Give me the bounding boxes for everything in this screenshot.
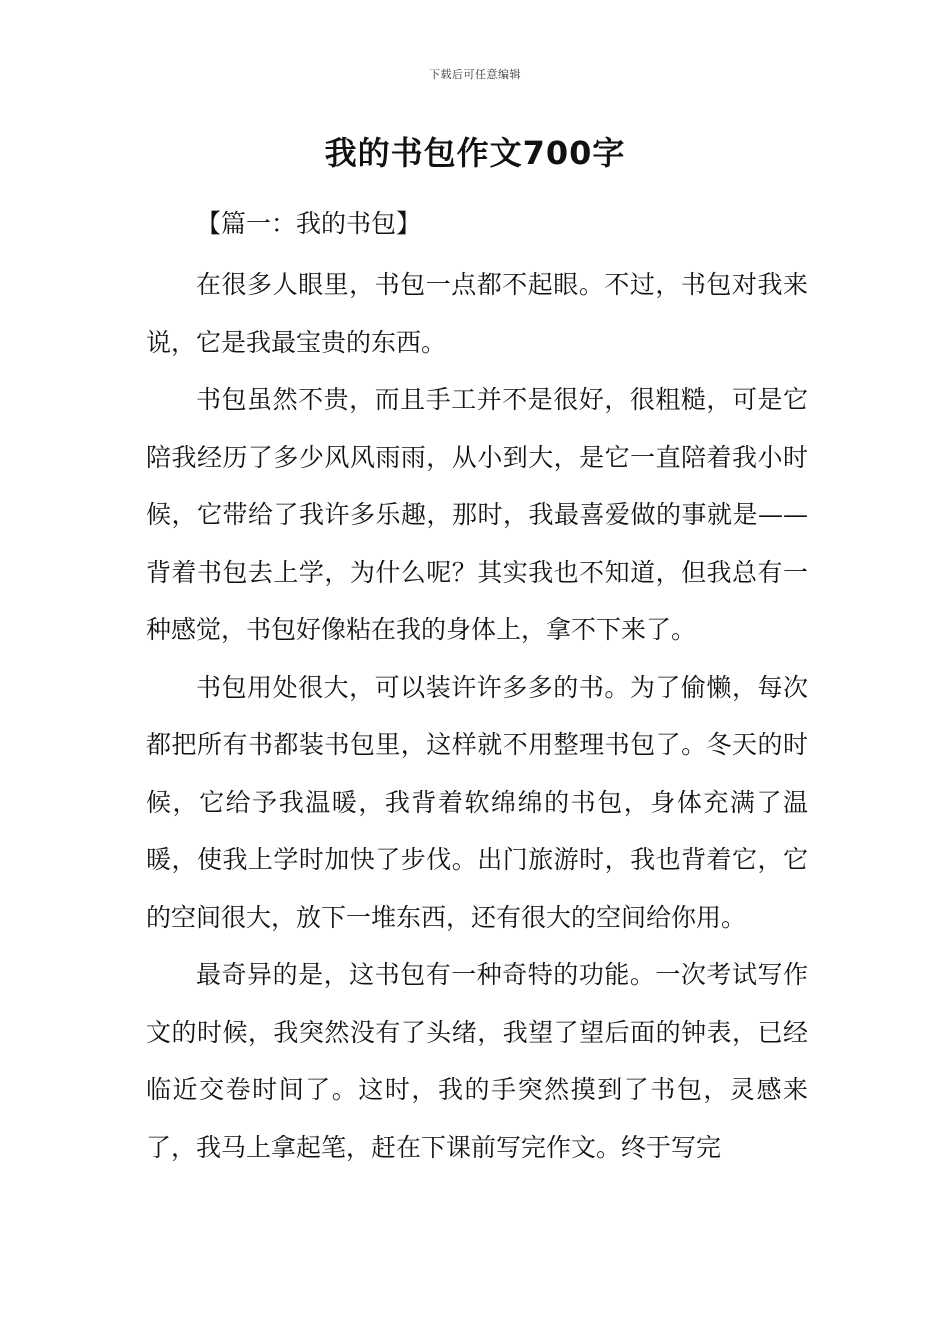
paragraph: 在很多人眼里，书包一点都不起眼。不过，书包对我来说，它是我最宝贵的东西。 xyxy=(146,270,808,357)
paragraph: 书包用处很大，可以装许许多多的书。为了偷懒，每次都把所有书都装书包里，这样就不用整理书包了。冬天的时候，它给予我温暖，我背着软绵绵的书包，身体充满了温暖，使我上学时加快了步伐。出门旅游时，我也背着它，它的空间很大，放下一堆东西，还有很大的空间给你用。 xyxy=(146,672,808,932)
paragraph: 最奇异的是，这书包有一种奇特的功能。一次考试写作文的时候，我突然没有了头绪，我望了望后面的钟表，已经临近交卷时间了。这时，我的手突然摸到了书包，灵感来了，我马上拿起笔，赶在下课前写完作文。终于写完 xyxy=(146,960,808,1162)
paragraph: 书包虽然不贵，而且手工并不是很好，很粗糙，可是它陪我经历了多少风风雨雨，从小到大，是它一直陪着我小时候，它带给了我许多乐趣，那时，我最喜爱做的事就是——背着书包去上学，为什么呢？其实我也不知道，但我总有一种感觉，书包好像粘在我的身体上，拿不下来了。 xyxy=(146,385,808,644)
section-heading: 【篇一：我的书包】 xyxy=(196,209,422,238)
document-body xyxy=(146,199,808,1176)
document-title: 我的书包作文700字 xyxy=(324,134,626,172)
header-note: 下载后可任意编辑 xyxy=(429,68,521,81)
